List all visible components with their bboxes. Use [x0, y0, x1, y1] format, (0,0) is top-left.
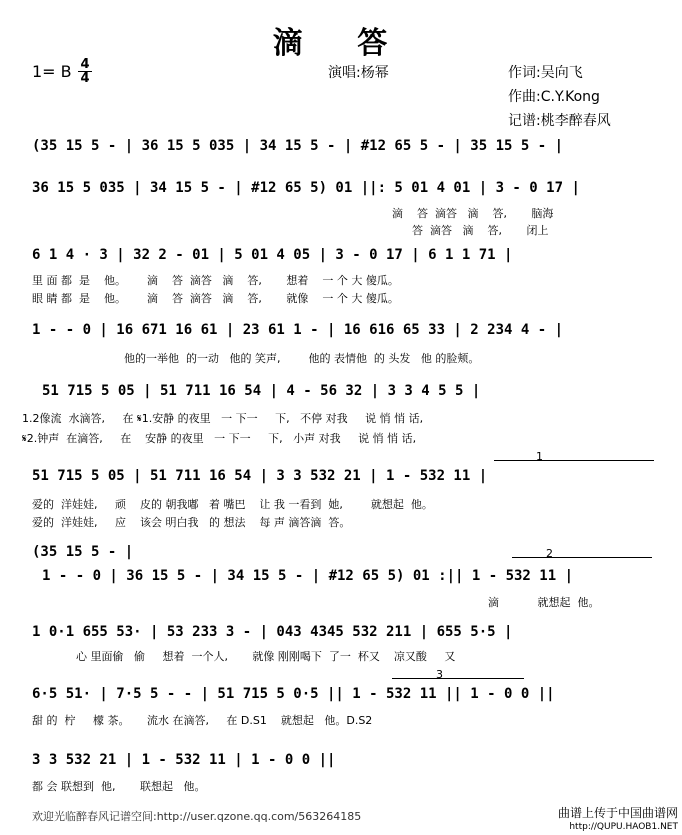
watermark-line-2: http://QUPU.HAOB1.NET	[569, 822, 678, 832]
music-line: 1 0·1 655 53· | 53 233 3 - | 043 4345 532 211 | 655 5·5 |	[32, 624, 513, 640]
lyric-line: 爱的 洋娃娃, 顽 皮的 朝我嘟 着 嘴巴 让 我 一看到 她, 就想起 他。	[32, 498, 433, 511]
lyric-line: 滴 答 滴答 滴 答, 脑海	[392, 207, 554, 220]
volta-3-bracket	[392, 678, 524, 679]
transcriber-credit: 记谱:桃李醉春风	[508, 113, 611, 129]
meter-top: 4	[80, 57, 90, 72]
lyric-line: 1.2像流 水滴答, 在 𝄋1.安静 的夜里 一 下一 下, 不停 对我 说 悄 悄 话,	[22, 412, 424, 425]
volta-1-bracket	[494, 460, 654, 461]
lyric-line: 他的一举他 的一动 他的 笑声, 他的 表情他 的 头发 他 的脸颊。	[124, 352, 480, 365]
time-signature	[78, 58, 92, 85]
lyric-line: 𝄋2.钟声 在滴答, 在 安静 的夜里 一 下一 下, 小声 对我 说 悄 悄 话,	[22, 432, 417, 445]
volta-3-label: 3	[436, 668, 443, 681]
lyricist-credit: 作词:吴向飞	[508, 65, 583, 81]
music-line: 1 - - 0 | 16 671 16 61 | 23 61 1 - | 16 616 65 33 | 2 234 4 - |	[32, 322, 564, 338]
meter-bottom: 4	[78, 71, 92, 85]
volta-2-label: 2	[546, 547, 553, 560]
music-line-intro: (35 15 5 - |	[32, 544, 134, 560]
lyric-line: 答 滴答 滴 答, 闭上	[412, 224, 549, 237]
music-line: 36 15 5 035 | 34 15 5 - | #12 65 5) 01 ||: 5 01 4 01 | 3 - 0 17 |	[32, 180, 580, 196]
music-line: 6·5 51· | 7·5 5 - - | 51 715 5 0·5 || 1 - 532 11 || 1 - 0 0 ||	[32, 686, 555, 702]
volta-1-label: 1	[536, 450, 543, 463]
music-line: 51 715 5 05 | 51 711 16 54 | 4 - 56 32 | 3 3 4 5 5 |	[42, 383, 481, 399]
music-line: (35 15 5 - | 36 15 5 035 | 34 15 5 - | #12 65 5 - | 35 15 5 - |	[32, 138, 564, 154]
music-line: 6 1 4 · 3 | 32 2 - 01 | 5 01 4 05 | 3 - 0 17 | 6 1 1 71 |	[32, 247, 513, 263]
lyric-line: 滴 就想起 他。	[488, 596, 600, 609]
lyric-line: 眼 睛 都 是 他。 滴 答 滴答 滴 答, 就像 一 个 大 傻瓜。	[32, 292, 399, 305]
lyric-line: 爱的 洋娃娃, 应 该会 明白我 的 想法 每 声 滴答滴 答。	[32, 516, 351, 529]
lyric-line: 都 会 联想到 他, 联想起 他。	[32, 780, 206, 793]
lyric-line: 心 里面偷 偷 想着 一个人, 就像 刚刚喝下 了一 杯又 凉又酸 又	[76, 650, 456, 663]
composer-credit: 作曲:C.Y.Kong	[508, 89, 600, 105]
key-signature: 1= B	[32, 62, 72, 81]
music-line: 1 - - 0 | 36 15 5 - | 34 15 5 - | #12 65 5) 01 :|| 1 - 532 11 |	[42, 568, 574, 584]
music-line: 51 715 5 05 | 51 711 16 54 | 3 3 532 21 | 1 - 532 11 |	[32, 468, 488, 484]
singer-credit: 演唱:杨幂	[328, 65, 389, 81]
music-line: 3 3 532 21 | 1 - 532 11 | 1 - 0 0 ||	[32, 752, 336, 768]
lyric-line: 甜 的 柠 檬 茶。 流水 在滴答, 在 D.S1 就想起 他。D.S2	[32, 714, 373, 727]
volta-2-bracket	[512, 557, 652, 558]
footer-link-text: 欢迎光临醉春风记谱空间:http://user.qzone.qq.com/563264185	[32, 810, 362, 823]
site-watermark	[558, 806, 678, 834]
watermark-line-1: 曲谱上传于中国曲谱网	[557, 806, 678, 820]
lyric-line: 里 面 都 是 他。 滴 答 滴答 滴 答, 想着 一 个 大 傻瓜。	[32, 274, 399, 287]
song-title: 滴 答	[272, 26, 410, 61]
